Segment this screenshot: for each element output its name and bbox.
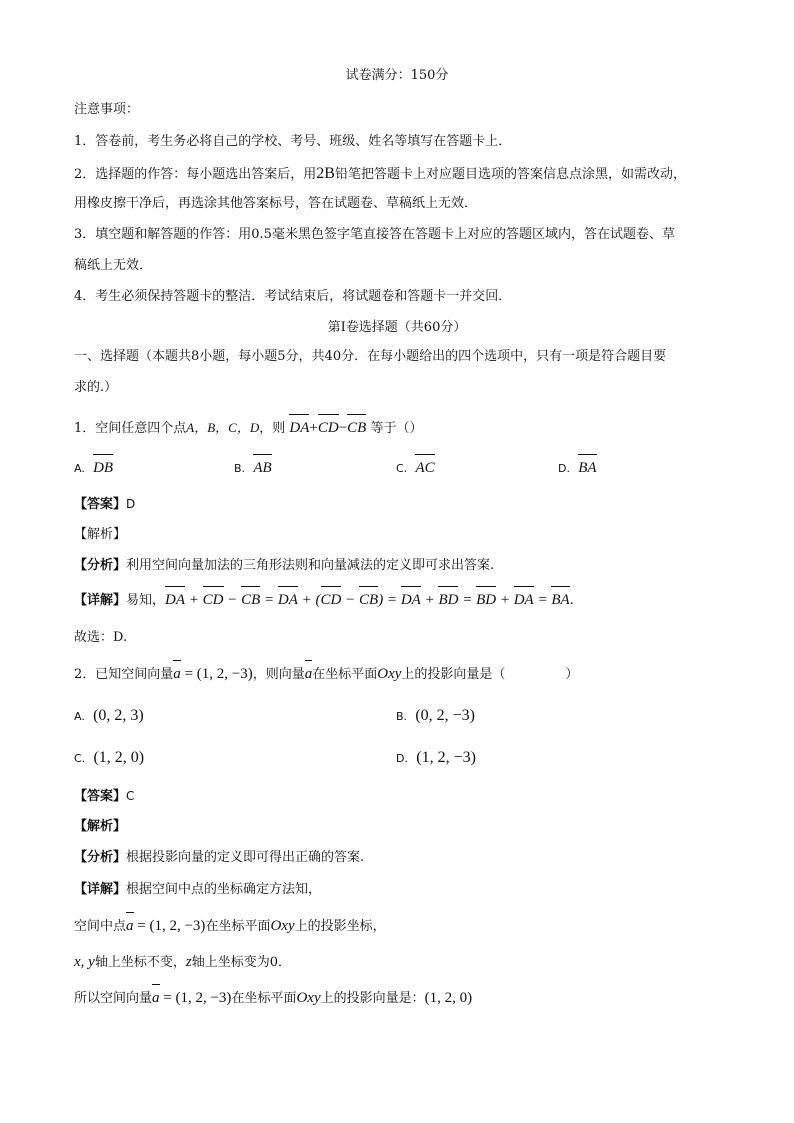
q2-analysis-tag: 【解析】 [74,819,127,834]
notice-item-1: 1．答卷前，考生务必将自己的学校、考号、班级、姓名等填写在答题卡上． [74,134,512,149]
notice-item-3-cont: 稿纸上无效． [74,258,153,273]
vector-cb: CB [347,420,367,436]
q1-option-d: D. BA [558,460,597,476]
notice-item-3: 3．填空题和解答题的作答：用0.5毫米黑色签字笔直接答在答题卡上对应的答题区域内，答在试题卷、草 [74,227,675,242]
q1-option-c: C. AC [396,460,435,476]
q1-option-a: A. DB [74,460,114,476]
q1-answer: 【答案】D [74,497,136,512]
q1-derivation: DA + CD − CB = DA + (CD − CB) = DA + BD = BD + DA = BA [165,592,570,608]
q2-option-a: A. (0, 2, 3) [74,707,144,724]
part1-instructions-cont: 求的.） [74,380,118,395]
q2-detail-line-1: 空间中点a = (1, 2, −3)在坐标平面Oxy上的投影坐标， [74,918,386,934]
q1-option-b: B. AB [234,460,272,476]
q1-fenxi: 【分析】利用空间向量加法的三角形法则和向量减法的定义即可求出答案. [74,558,495,573]
q1-detail: 【详解】易知，DA + CD − CB = DA + (CD − CB) = DA + BD = BD + DA = BA. [74,592,574,608]
notice-item-2-cont: 用橡皮擦干净后，再选涂其他答案标号，答在试题卷、草稿纸上无效． [74,196,478,211]
q2-option-d: D. (1, 2, −3) [396,749,476,766]
question-2: 2．已知空间向量a = (1, 2, −3)，则向量a在坐标平面Oxy上的投影向量是（ ） [74,666,579,682]
vector-cd: CD [317,420,339,436]
notice-item-4: 4．考生必须保持答题卡的整洁．考试结束后，将试题卷和答题卡一并交回． [74,289,512,304]
q2-detail-line-2: x, y轴上坐标不变，z轴上坐标变为0． [74,954,291,970]
q2-option-c: C. (1, 2, 0) [74,749,145,766]
q2-answer: 【答案】C [74,789,135,804]
q1-conclusion: 故选：D. [74,630,128,645]
exam-score: 试卷满分：150分 [345,68,449,83]
q2-detail-line-3: 所以空间向量a = (1, 2, −3)在坐标平面Oxy上的投影向量是：(1, 2, 0) [74,990,473,1006]
question-1: 1．空间任意四个点A，B，C，D，则 DA+CD−CB 等于（） [74,420,423,436]
vector-a: a [173,666,181,682]
notice-title: 注意事项： [74,102,140,117]
q2-option-b: B. (0, 2, −3) [396,707,475,724]
vector-da: DA [289,420,310,436]
section-title: 第Ⅰ卷选择题（共60分） [327,320,467,335]
pencil-grade: 2B [316,165,335,182]
q2-detail: 【详解】根据空间中点的坐标确定方法知， [74,882,322,897]
notice-item-2: 2．选择题的作答：每小题选出答案后，用2B铅笔把答题卡上对应题目选项的答案信息点涂黑，如需改动， [74,165,686,182]
part1-instructions: 一、选择题（本题共8小题，每小题5分，共40分．在每小题给出的四个选项中，只有一项是符合题目要 [74,349,667,364]
q1-analysis-tag: 【解析】 [74,527,127,542]
q2-fenxi: 【分析】根据投影向量的定义即可得出正确的答案. [74,850,365,865]
